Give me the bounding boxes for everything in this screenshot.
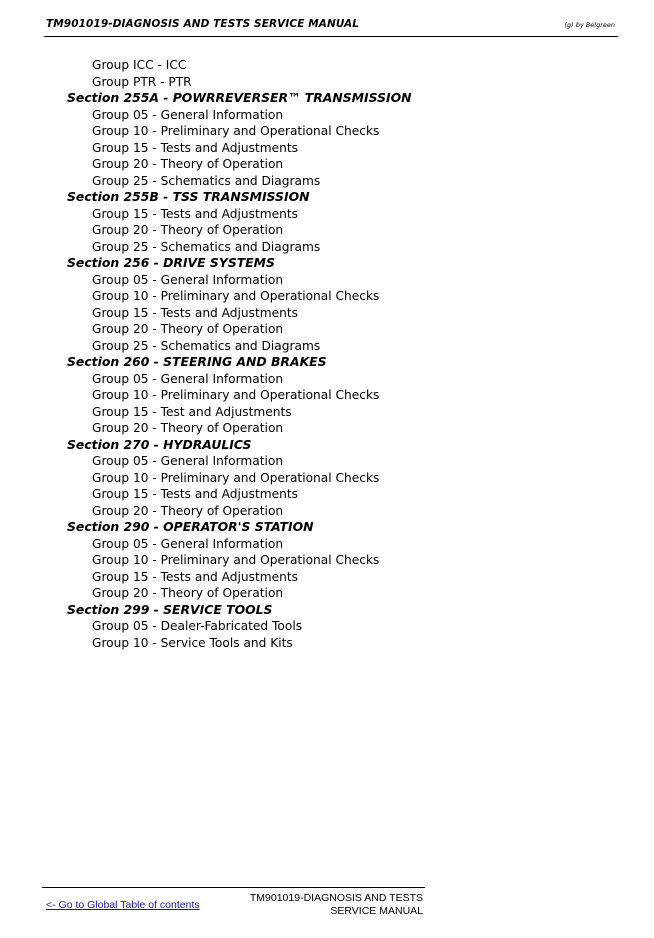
footer-manual-title (250, 892, 423, 917)
toc-group-link[interactable]: Group 15 - Tests and Adjustments (92, 140, 298, 155)
toc-group-link[interactable]: Group 20 - Theory of Operation (92, 421, 284, 435)
toc-section-heading: Section 256 - DRIVE SYSTEMS (67, 255, 275, 270)
toc-section-heading: Section 255A - POWRREVERSER™ TRANSMISSION (67, 90, 412, 105)
toc-group-link[interactable]: Group 10 - Preliminary and Operational Checks (92, 553, 380, 567)
toc-section-heading: Section 270 - HYDRAULICS (67, 436, 252, 452)
toc-group-link[interactable]: Group 05 - General Information (92, 536, 284, 551)
toc-group-link[interactable]: Group 15 - Tests and Adjustments (92, 206, 298, 221)
manual-title: TM901019-DIAGNOSIS AND TESTS SERVICE MANUAL (46, 18, 360, 30)
toc-section-heading: Section 260 - STEERING AND BRAKES (67, 354, 327, 369)
toc-group-link[interactable]: Group PTR - PTR (92, 74, 192, 89)
toc-group-link[interactable]: Group 15 - Tests and Adjustments (92, 487, 298, 501)
footer-divider (42, 887, 425, 888)
toc-group-link[interactable]: Group 25 - Schematics and Diagrams (92, 338, 321, 353)
toc-group-link[interactable]: Group 20 - Theory of Operation (92, 503, 284, 518)
footer-title-line: TM901019-DIAGNOSIS AND TESTS (249, 892, 423, 904)
toc-group-link[interactable]: Group 10 - Preliminary and Operational Checks (92, 124, 380, 138)
credit-text: (g) by Belgreen (564, 21, 615, 29)
toc-group-link[interactable]: Group 15 - Tests and Adjustments (92, 305, 298, 320)
toc-group-link[interactable]: Group 10 - Preliminary and Operational Checks (92, 388, 380, 402)
toc-section-heading: Section 255B - TSS TRANSMISSION (67, 189, 310, 204)
toc-group-link[interactable]: Group 20 - Theory of Operation (92, 157, 284, 171)
toc-group-link[interactable]: Group 10 - Service Tools and Kits (92, 635, 293, 650)
toc-group-link[interactable]: Group 25 - Schematics and Diagrams (92, 239, 321, 254)
toc-group-link[interactable]: Group 15 - Tests and Adjustments (92, 569, 298, 584)
toc-group-link[interactable]: Group 05 - General Information (92, 371, 284, 386)
header-divider (44, 36, 618, 37)
toc-group-link[interactable]: Group 20 - Theory of Operation (92, 223, 284, 237)
toc-group-link[interactable]: Group 05 - General Information (92, 107, 284, 122)
footer-title-line: SERVICE MANUAL (330, 904, 423, 917)
toc-group-link[interactable]: Group 20 - Theory of Operation (92, 586, 284, 600)
table-of-contents (0, 57, 654, 651)
toc-group-link[interactable]: Group 10 - Preliminary and Operational Checks (92, 470, 380, 485)
toc-group-link[interactable]: Group 10 - Preliminary and Operational Checks (92, 289, 380, 303)
toc-section-heading: Section 299 - SERVICE TOOLS (67, 601, 273, 617)
toc-group-link[interactable]: Group 15 - Test and Adjustments (92, 404, 292, 419)
toc-group-link[interactable]: Group 05 - Dealer-Fabricated Tools (92, 619, 303, 633)
toc-group-link[interactable]: Group 05 - General Information (92, 454, 284, 468)
toc-group-link[interactable]: Group 25 - Schematics and Diagrams (92, 173, 321, 188)
toc-group-link[interactable]: Group 20 - Theory of Operation (92, 322, 284, 336)
toc-section-heading: Section 290 - OPERATOR'S STATION (67, 519, 314, 534)
global-toc-link[interactable]: <- Go to Global Table of contents (46, 899, 200, 911)
toc-group-link[interactable]: Group 05 - General Information (92, 272, 284, 287)
toc-group-link[interactable]: Group ICC - ICC (92, 58, 187, 72)
